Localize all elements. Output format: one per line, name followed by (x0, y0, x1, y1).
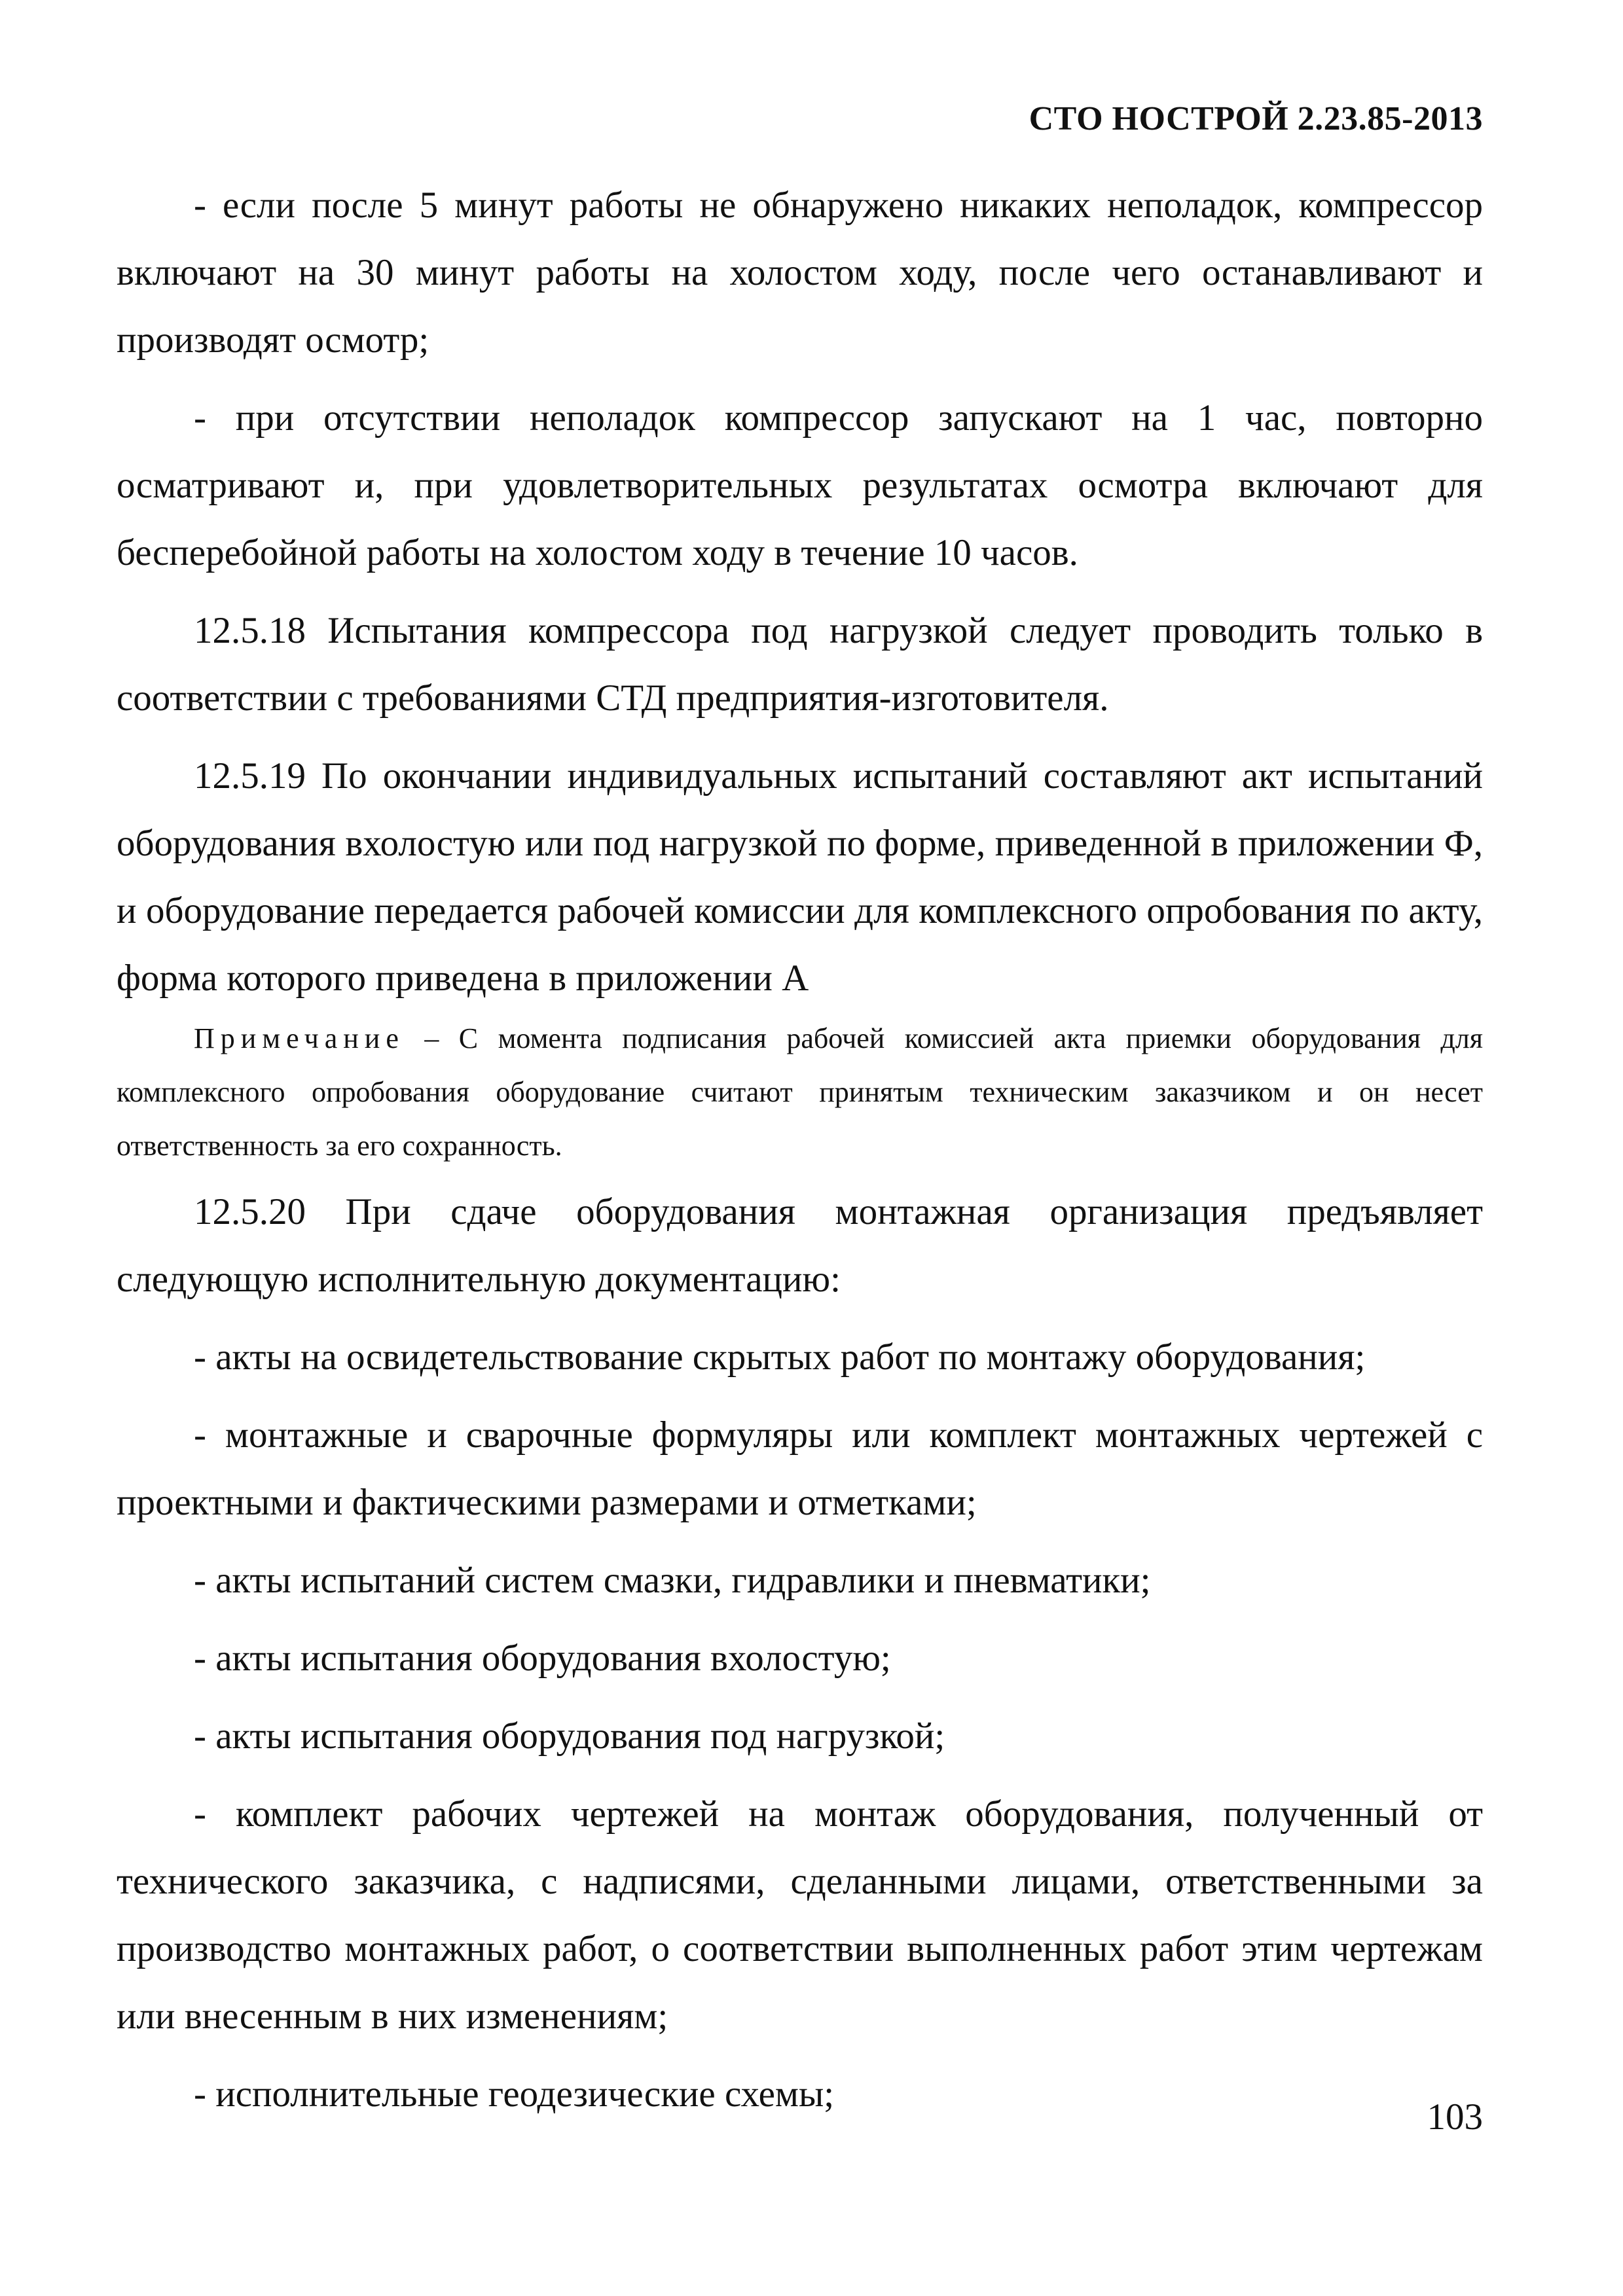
list-item-lubrication-tests: - акты испытаний систем смазки, гидравлики и пневматики; (194, 1560, 1151, 1601)
list-item-load-tests: - акты испытания оборудования под нагрузкой; (194, 1715, 945, 1757)
list-item-working-drawings: - комплект рабочих чертежей на монтаж оборудования, полученный от технического заказчика, с надписями, сделанными лицами, ответственными за производство монтажных работ, о соответствии выполненных работ этим чертежам или внесенным в них изменениям; (117, 1793, 1483, 2037)
list-item-geodetic-schemes: - исполнительные геодезические схемы; (194, 2073, 835, 2115)
note-dash: – (404, 1022, 459, 1054)
list-item-idle-tests: - акты испытания оборудования вхолостую; (194, 1638, 891, 1679)
note (117, 1012, 1483, 1173)
paragraph-12-5-18: 12.5.18 Испытания компрессора под нагрузкой следует проводить только в соответствии с требованиями СТД предприятия-изготовителя. (117, 610, 1483, 719)
paragraph-12-5-19: 12.5.19 По окончании индивидуальных испытаний составляют акт испытаний оборудования вхолостую или под нагрузкой по форме, приведенной в приложении Ф, и оборудование передается рабочей комиссии для комплексного опробования по акту, форма которого приведена в приложении А (117, 755, 1483, 999)
note-text: С момента подписания рабочей комиссией акта приемки оборудования для комплексного опробования оборудование считают принятым техническим заказчиком и он несет ответственность за его сохранность. (117, 1022, 1484, 1162)
paragraph-12-5-20: 12.5.20 При сдаче оборудования монтажная организация предъявляет следующую исполнительную документацию: (117, 1191, 1483, 1300)
note-label: Примечание (194, 1022, 405, 1054)
list-item-installation-forms: - монтажные и сварочные формуляры или комплект монтажных чертежей с проектными и фактическими размерами и отметками; (117, 1414, 1483, 1523)
paragraph-compressor-10h: - при отсутствии неполадок компрессор запускают на 1 час, повторно осматривают и, при удовлетворительных результатах осмотра включают для бесперебойной работы на холостом ходу в течение 10 часов. (117, 397, 1483, 573)
list-item-hidden-works-acts: - акты на освидетельствование скрытых работ по монтажу оборудования; (194, 1336, 1366, 1378)
page-body (117, 171, 1483, 2138)
paragraph-compressor-30min: - если после 5 минут работы не обнаружено никаких неполадок, компрессор включают на 30 минут работы на холостом ходу, после чего останавливают и производят осмотр; (117, 185, 1483, 361)
document-header: СТО НОСТРОЙ 2.23.85-2013 (1029, 100, 1483, 137)
page-number: 103 (1427, 2096, 1483, 2138)
